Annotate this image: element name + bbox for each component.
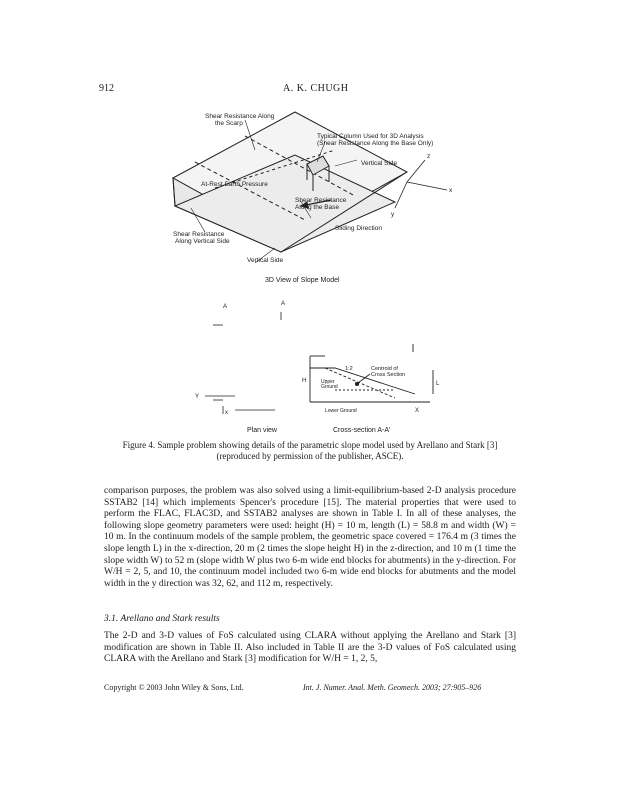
page-number: 912 — [99, 83, 114, 94]
label-vertical-side-1: Vertical Side — [361, 160, 398, 167]
label-shear-scarp-1: Shear Resistance Along — [205, 113, 275, 120]
plan-axis-x: x — [225, 410, 228, 416]
plan-label-a-bottom: A — [281, 301, 286, 307]
panel-3d-title: 3D View of Slope Model — [265, 277, 340, 284]
xs-h-label: H — [302, 378, 307, 384]
xs-lower-ground: Lower Ground — [325, 408, 357, 414]
figure-caption: Figure 4. Sample problem showing details of the parametric slope model used by Arellano and Stark [3] (reproduced by permission of the publisher, ASCE). — [122, 440, 498, 461]
plan-view-drawing — [205, 312, 281, 414]
label-sliding-direction: Sliding Direction — [335, 225, 382, 232]
xs-centroid-2: Cross Section — [371, 372, 406, 378]
xs-slope-label: 1:2 — [345, 366, 353, 372]
section-heading: 3.1. Arellano and Stark results — [104, 614, 220, 624]
label-shear-vertical-1: Shear Resistance — [173, 231, 225, 238]
plan-label-a-top: A — [223, 304, 228, 310]
label-vertical-side-2: Vertical Side — [247, 257, 284, 264]
xs-centroid-1: Centroid of — [371, 366, 398, 372]
figure-4-drawing — [95, 100, 525, 440]
xs-upper-2: Ground — [321, 384, 338, 390]
label-shear-base-2: Along the Base — [295, 204, 340, 211]
running-header-author: A. K. CHUGH — [283, 83, 349, 94]
label-shear-base-1: Shear Resistance — [295, 197, 347, 204]
label-typical-column-1: Typical Column Used for 3D Analysis — [317, 133, 424, 140]
label-shear-scarp-2: the Scarp — [215, 120, 243, 127]
plan-view-title: Plan view — [247, 427, 277, 434]
label-shear-vertical-2: Along Vertical Side — [175, 238, 230, 245]
xs-upper-1: Upper — [321, 379, 335, 385]
axis-z-3d: z — [427, 153, 431, 160]
cross-section-title: Cross-section A-A' — [333, 427, 391, 434]
body-paragraph-2: The 2-D and 3-D values of FoS calculated using CLARA without applying the Arellano and Stark [3] modification are shown in Table II. Also included in Table II are the 3-D values of FoS calculated using CLARA with the Arellano and Stark [3] modification for W/H = 1, 2, 5, — [104, 631, 516, 665]
label-at-rest-pressure: At-Rest Earth Pressure — [201, 181, 268, 188]
axis-y-3d: y — [391, 211, 395, 218]
figure-4 — [95, 100, 525, 440]
footer-copyright: Copyright © 2003 John Wiley & Sons, Ltd. — [104, 683, 244, 692]
plan-axis-y: Y — [195, 394, 200, 400]
xs-l-label: L — [436, 381, 440, 387]
xs-x-label: X — [415, 408, 420, 414]
label-typical-column-2: (Shear Resistance Along the Base Only) — [317, 140, 434, 147]
footer-journal: Int. J. Numer. Anal. Meth. Geomech. 2003; 27:905–926 — [303, 683, 482, 692]
axis-x-3d: x — [449, 187, 453, 194]
body-paragraph-1: comparison purposes, the problem was also solved using a limit-equilibrium-based 2-D analysis procedure SSTAB2 [14] which implements Spencer's procedure [15]. The material properties that were used to perform the FLAC, FLAC3D, and SSTAB2 analyses are shown in Table I. In all of these analyses, the following slope geometry parameters were used: height (H) = 10 m, length (L) = 58.8 m and width (W) = 10 m. In the continuum models of the sample problem, the geometric space covered = 176.4 m (3 times the slope length L) in the x-direction, 20 m (2 times the slope height H) in the z-direction, and 10 m (1 time the slope width W) to 52 m (slope width W plus two 6-m wide end blocks for abutments) in the y-direction. For W/H = 2, 5, and 10, the continuum model included two 6-m wide end blocks for abutments and the model width in the y direction was 32, 62, and 112 m, respectively. — [104, 486, 516, 589]
